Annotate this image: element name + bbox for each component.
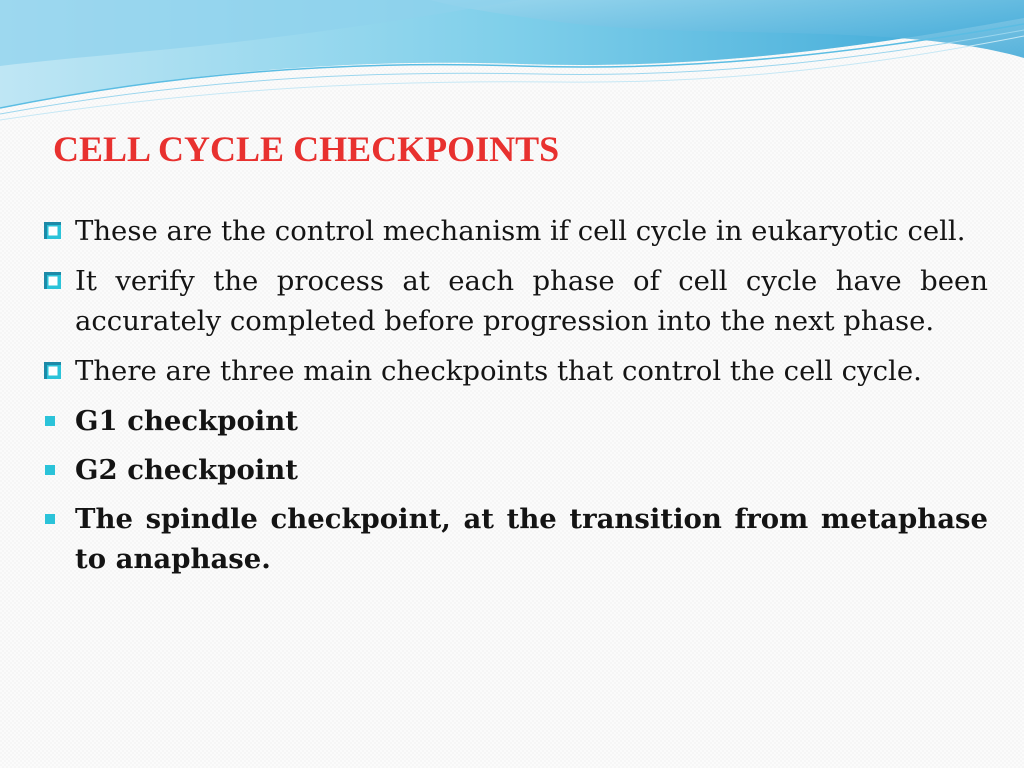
bullet-text: These are the control mechanism if cell cycle in eukaryotic cell. bbox=[75, 215, 966, 247]
bullet-item bbox=[44, 211, 988, 251]
filled-square-bullet-icon bbox=[45, 465, 55, 475]
bullet-item bbox=[44, 401, 988, 441]
bullet-text: There are three main checkpoints that control the cell cycle. bbox=[75, 355, 922, 387]
filled-square-bullet-icon bbox=[45, 416, 55, 426]
header-wave-decoration bbox=[0, 0, 1024, 130]
bullet-text: The spindle checkpoint, at the transition from metaphase to anaphase. bbox=[75, 503, 988, 575]
bullet-text: G1 checkpoint bbox=[75, 405, 298, 437]
filled-square-bullet-icon bbox=[45, 514, 55, 524]
slide-title: CELL CYCLE CHECKPOINTS bbox=[53, 129, 560, 169]
bullet-item bbox=[44, 261, 988, 341]
hollow-box-bullet-icon bbox=[44, 362, 61, 379]
bullet-text: It verify the process at each phase of cell cycle have been accurately completed before progression into the next phase. bbox=[75, 265, 988, 337]
bullet-item bbox=[44, 499, 988, 579]
hollow-box-bullet-icon bbox=[44, 222, 61, 239]
bullet-text: G2 checkpoint bbox=[75, 454, 298, 486]
bullet-item bbox=[44, 450, 988, 490]
hollow-box-bullet-icon bbox=[44, 272, 61, 289]
bullet-list bbox=[44, 211, 988, 588]
bullet-item bbox=[44, 351, 988, 391]
